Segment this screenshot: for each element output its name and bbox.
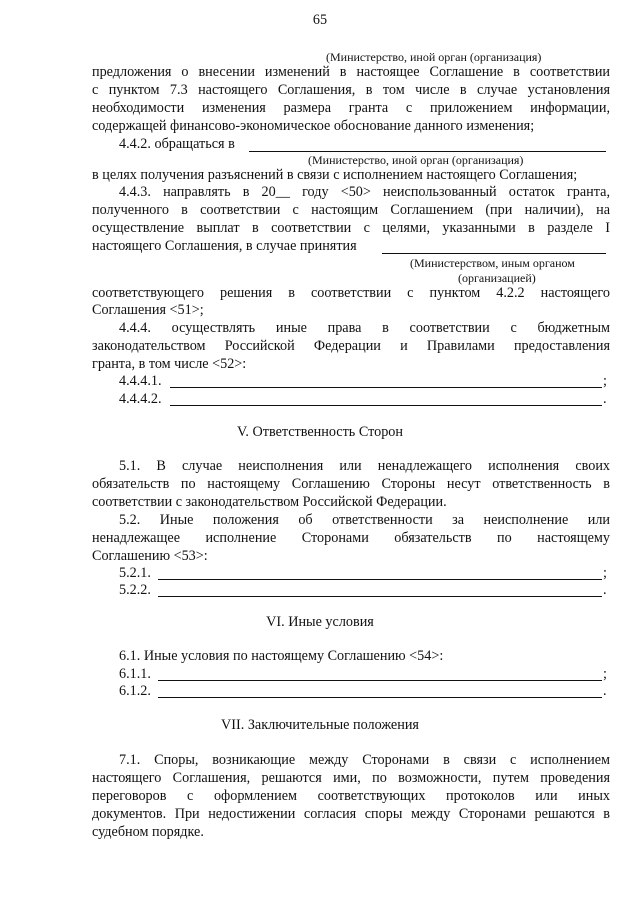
item-5-2-2-end: .	[603, 582, 607, 598]
para-line: предложения о внесении изменений в настоящее Соглашение в соответствии	[92, 64, 610, 80]
para-line: настоящего Соглашения, решаются ими, по возможности, путем проведения	[92, 770, 610, 786]
para-line: осуществление выплат в соответствии с целями, указанными в разделе I	[92, 220, 610, 236]
para-line: в целях получения разъяснений в связи с исполнением настоящего Соглашения;	[92, 167, 578, 183]
para-line: необходимости изменения размера гранта с приложением информации,	[92, 100, 610, 116]
clause-4-4-2-label: 4.4.2. обращаться в	[119, 136, 235, 152]
section-5-title: V. Ответственность Сторон	[237, 424, 403, 440]
para-line: 4.4.4. осуществлять иные права в соответствии с бюджетным	[119, 320, 610, 336]
para-line: полученного в соответствии с настоящим Соглашением (при наличии), на	[92, 202, 610, 218]
para-line: Соглашения <51>;	[92, 302, 204, 318]
page-number: 65	[312, 12, 328, 28]
item-4-4-4-1-label: 4.4.4.1.	[119, 373, 162, 389]
para-line: документов. При недостижении согласия споры между Сторонами решаются в	[92, 806, 610, 822]
para-line: настоящего Соглашения, в случае принятия	[92, 238, 357, 254]
item-4-4-4-2-label: 4.4.4.2.	[119, 391, 162, 407]
fill-line-4-4-4-1	[170, 387, 602, 388]
item-6-1-1-label: 6.1.1.	[119, 666, 151, 682]
item-5-2-2-label: 5.2.2.	[119, 582, 151, 598]
section-6-title: VI. Иные условия	[266, 614, 374, 630]
para-line: содержащей финансово-экономическое обоснование данного изменения;	[92, 118, 535, 134]
para-line: гранта, в том числе <52>:	[92, 356, 247, 372]
para-line: 6.1. Иные условия по настоящему Соглашению <54>:	[119, 648, 444, 664]
para-line: ненадлежащее исполнение Сторонами обязательств по настоящему	[92, 530, 610, 546]
para-line: обязательств по настоящему Соглашению Стороны несут ответственность в	[92, 476, 610, 492]
item-6-1-2-label: 6.1.2.	[119, 683, 151, 699]
caption-ministry-4-4-2: (Министерство, иной орган (организация)	[308, 153, 524, 167]
para-line: с пунктом 7.3 настоящего Соглашения, в том числе в случае установления	[92, 82, 610, 98]
para-line: Соглашению <53>:	[92, 548, 208, 564]
item-5-2-1-end: ;	[603, 565, 607, 581]
para-line: соответствии с законодательством Российской Федерации.	[92, 494, 447, 510]
caption-ministry-top: (Министерство, иной орган (организация)	[326, 50, 542, 64]
fill-line-4-4-4-2	[170, 405, 602, 406]
item-4-4-4-1-end: ;	[603, 373, 607, 389]
caption-ministry-4-4-3-b: (организацией)	[458, 271, 536, 285]
para-line: 4.4.3. направлять в 20__ году <50> неиспользованный остаток гранта,	[119, 184, 610, 200]
caption-ministry-4-4-3-a: (Министерством, иным органом	[410, 256, 575, 270]
item-6-1-2-end: .	[603, 683, 607, 699]
para-line: законодательством Российской Федерации и Правилами предоставления	[92, 338, 610, 354]
fill-line-4-4-3	[382, 253, 606, 254]
para-line: соответствующего решения в соответствии с пунктом 4.2.2 настоящего	[92, 285, 610, 301]
fill-line-6-1-2	[158, 697, 602, 698]
item-4-4-4-2-end: .	[603, 391, 607, 407]
fill-line-4-4-2	[249, 151, 606, 152]
fill-line-5-2-1	[158, 579, 602, 580]
para-line: 5.2. Иные положения об ответственности за неисполнение или	[119, 512, 610, 528]
fill-line-5-2-2	[158, 596, 602, 597]
fill-line-6-1-1	[158, 680, 602, 681]
item-6-1-1-end: ;	[603, 666, 607, 682]
para-line: переговоров с оформлением соответствующих протоколов или иных	[92, 788, 610, 804]
para-line: 5.1. В случае неисполнения или ненадлежащего исполнения своих	[119, 458, 610, 474]
para-line: судебном порядке.	[92, 824, 204, 840]
item-5-2-1-label: 5.2.1.	[119, 565, 151, 581]
section-7-title: VII. Заключительные положения	[221, 717, 419, 733]
para-line: 7.1. Споры, возникающие между Сторонами в связи с исполнением	[119, 752, 610, 768]
